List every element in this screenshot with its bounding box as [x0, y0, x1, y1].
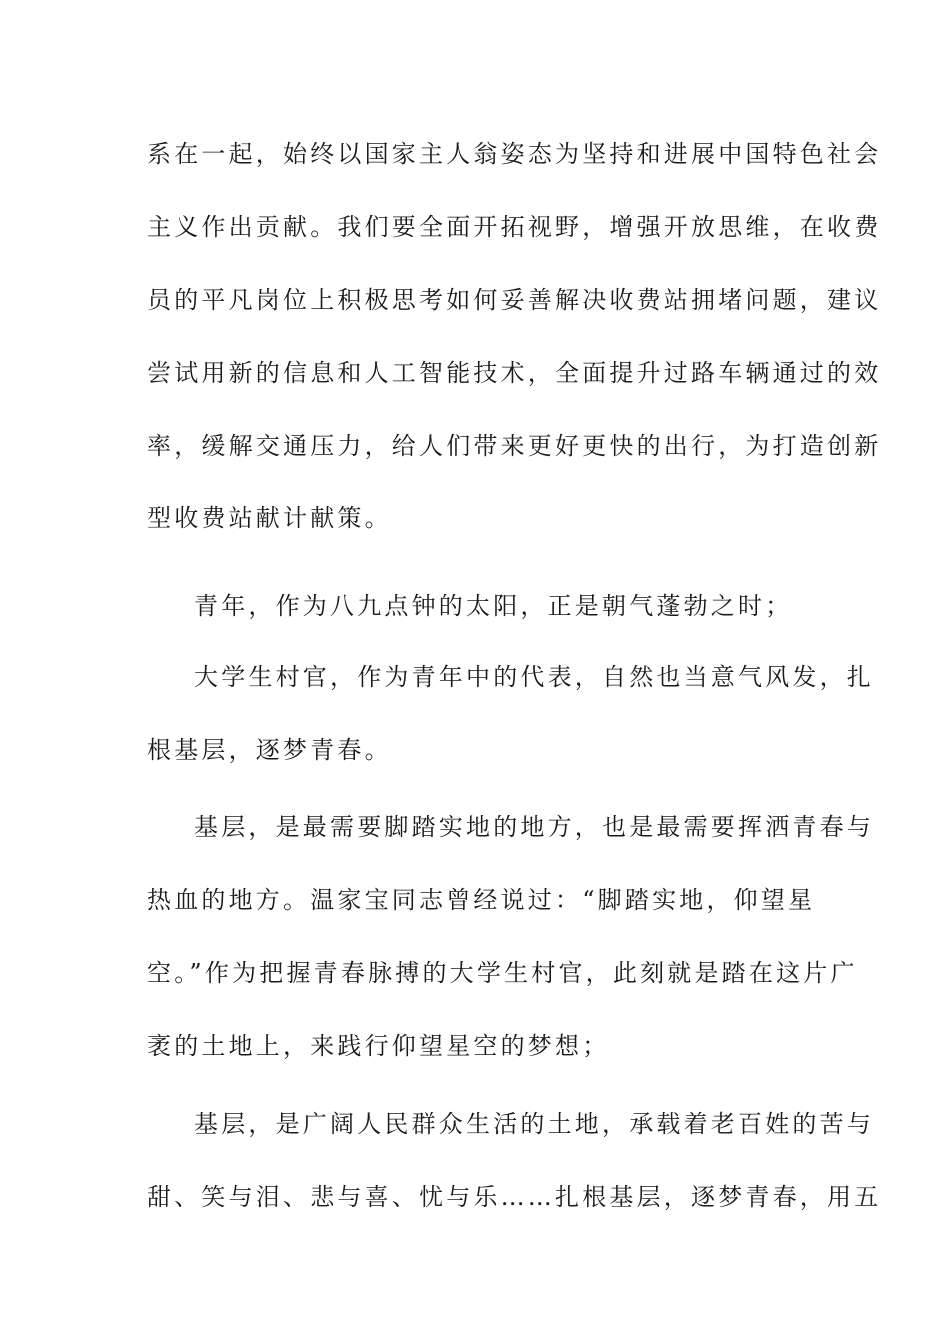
paragraph-first-line: 大学生村官，作为青年中的代表，自然也当意气风发，扎 — [194, 663, 874, 691]
text-line: 型收费站献计献策。 — [147, 504, 392, 532]
paragraph-first-line: 青年，作为八九点钟的太阳，正是朝气蓬勃之时； — [194, 592, 793, 620]
text-line: 主义作出贡献。我们要全面开拓视野，增强开放思维，在收费 — [147, 213, 882, 241]
text-line: 甜、笑与泪、悲与喜、忧与乐……扎根基层，逐梦青春，用五 — [147, 1183, 882, 1211]
paragraph-first-line: 基层，是最需要脚踏实地的地方，也是最需要挥洒青春与 — [194, 813, 874, 841]
text-line: 热血的地方。温家宝同志曾经说过：“脚踏实地，仰望星 — [147, 886, 816, 914]
text-line: 尝试用新的信息和人工智能技术，全面提升过路车辆通过的效 — [147, 359, 882, 387]
text-line: 袤的土地上，来践行仰望星空的梦想； — [147, 1032, 610, 1060]
text-line: 根基层，逐梦青春。 — [147, 736, 392, 764]
text-line: 员的平凡岗位上积极思考如何妥善解决收费站拥堵问题，建议 — [147, 286, 882, 314]
text-line: 率，缓解交通压力，给人们带来更好更快的出行，为打造创新 — [147, 432, 882, 460]
text-line: 系在一起，始终以国家主人翁姿态为坚持和进展中国特色社会 — [147, 140, 882, 168]
text-line: 空。”作为把握青春脉搏的大学生村官，此刻就是踏在这片广 — [147, 959, 858, 987]
paragraph-first-line: 基层，是广阔人民群众生活的土地，承载着老百姓的苦与 — [194, 1110, 874, 1138]
